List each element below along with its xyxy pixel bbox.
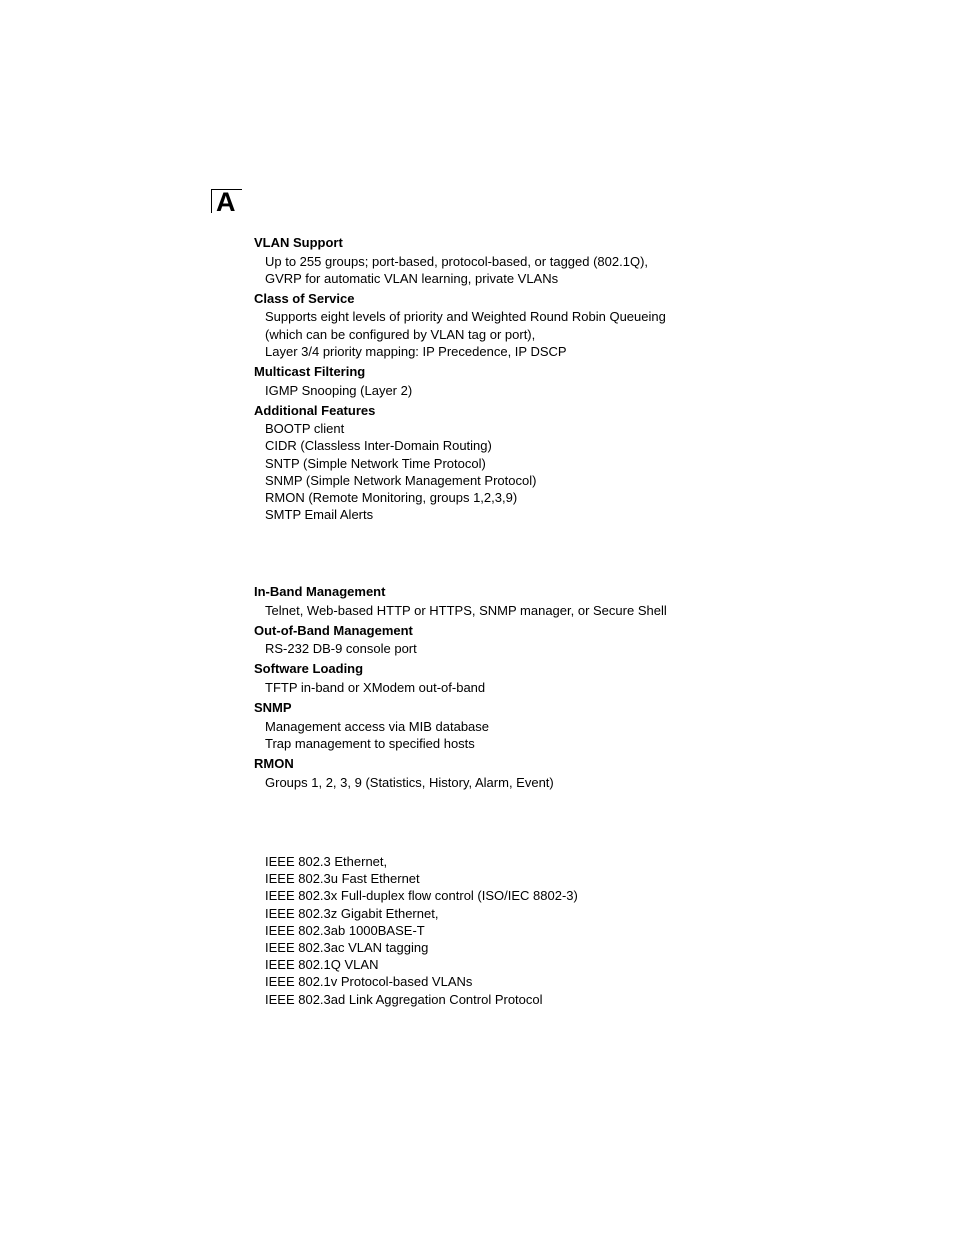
spec-line: Supports eight levels of priority and Weighted Round Robin Queueing	[265, 309, 666, 325]
spec-entry-rmon	[254, 755, 894, 791]
spec-line: IEEE 802.3x Full-duplex flow control (ISO/IEC 8802-3)	[265, 888, 578, 904]
spec-entry-class-of-service	[254, 290, 894, 360]
spec-line: IGMP Snooping (Layer 2)	[265, 382, 413, 398]
spec-line: Groups 1, 2, 3, 9 (Statistics, History, Alarm, Event)	[265, 774, 554, 790]
spec-line: (which can be configured by VLAN tag or port),	[265, 326, 536, 342]
spec-line: IEEE 802.1v Protocol-based VLANs	[265, 974, 473, 990]
spec-line: IEEE 802.1Q VLAN	[265, 957, 379, 973]
spec-entry	[254, 853, 894, 1008]
spec-entry-multicast-filtering	[254, 363, 894, 399]
spec-entry-in-band-management	[254, 583, 894, 619]
spec-line: IEEE 802.3z Gigabit Ethernet,	[265, 905, 439, 921]
spec-line: SNMP (Simple Network Management Protocol)	[265, 472, 537, 488]
chapter-letter: A	[216, 187, 236, 217]
spec-line: IEEE 802.3ab 1000BASE-T	[265, 922, 425, 938]
spec-line: RS-232 DB-9 console port	[265, 641, 417, 657]
spec-heading: Multicast Filtering	[254, 364, 366, 380]
spec-heading: Additional Features	[254, 402, 376, 418]
spec-entry-out-of-band-management	[254, 622, 894, 658]
spec-line: Trap management to specified hosts	[265, 735, 475, 751]
spec-line: BOOTP client	[265, 421, 345, 437]
spec-heading: SNMP	[254, 700, 292, 716]
spec-heading: In-Band Management	[254, 584, 386, 599]
spec-line: TFTP in-band or XModem out-of-band	[265, 679, 486, 695]
spec-heading: Software Loading	[254, 661, 364, 677]
features-section	[254, 234, 894, 526]
spec-entry-software-loading	[254, 660, 894, 696]
spec-line: GVRP for automatic VLAN learning, private VLANs	[265, 270, 559, 286]
spec-line: IEEE 802.3ac VLAN tagging	[265, 940, 429, 956]
spec-entry-vlan-support	[254, 234, 894, 287]
spec-heading: Out-of-Band Management	[254, 622, 413, 638]
spec-line: IEEE 802.3ad Link Aggregation Control Protocol	[265, 991, 543, 1007]
spec-line: Up to 255 groups; port-based, protocol-based, or tagged (802.1Q),	[265, 253, 649, 269]
spec-line: Management access via MIB database	[265, 718, 490, 734]
spec-line: SNTP (Simple Network Time Protocol)	[265, 455, 486, 471]
chapter-badge	[211, 187, 242, 217]
spec-line: SMTP Email Alerts	[265, 507, 374, 523]
spec-entry-snmp	[254, 699, 894, 752]
spec-entry-additional-features	[254, 402, 894, 524]
spec-heading: RMON	[254, 756, 294, 772]
spec-line: IEEE 802.3 Ethernet,	[265, 854, 388, 869]
management-section	[254, 583, 894, 794]
spec-line: Layer 3/4 priority mapping: IP Precedence, IP DSCP	[265, 343, 567, 359]
spec-heading: VLAN Support	[254, 235, 343, 250]
spec-line: Telnet, Web-based HTTP or HTTPS, SNMP manager, or Secure Shell	[265, 602, 667, 618]
spec-line: IEEE 802.3u Fast Ethernet	[265, 871, 420, 887]
spec-line: CIDR (Classless Inter-Domain Routing)	[265, 438, 492, 454]
spec-line: RMON (Remote Monitoring, groups 1,2,3,9)	[265, 490, 518, 506]
standards-section	[254, 853, 894, 1011]
spec-heading: Class of Service	[254, 290, 355, 306]
